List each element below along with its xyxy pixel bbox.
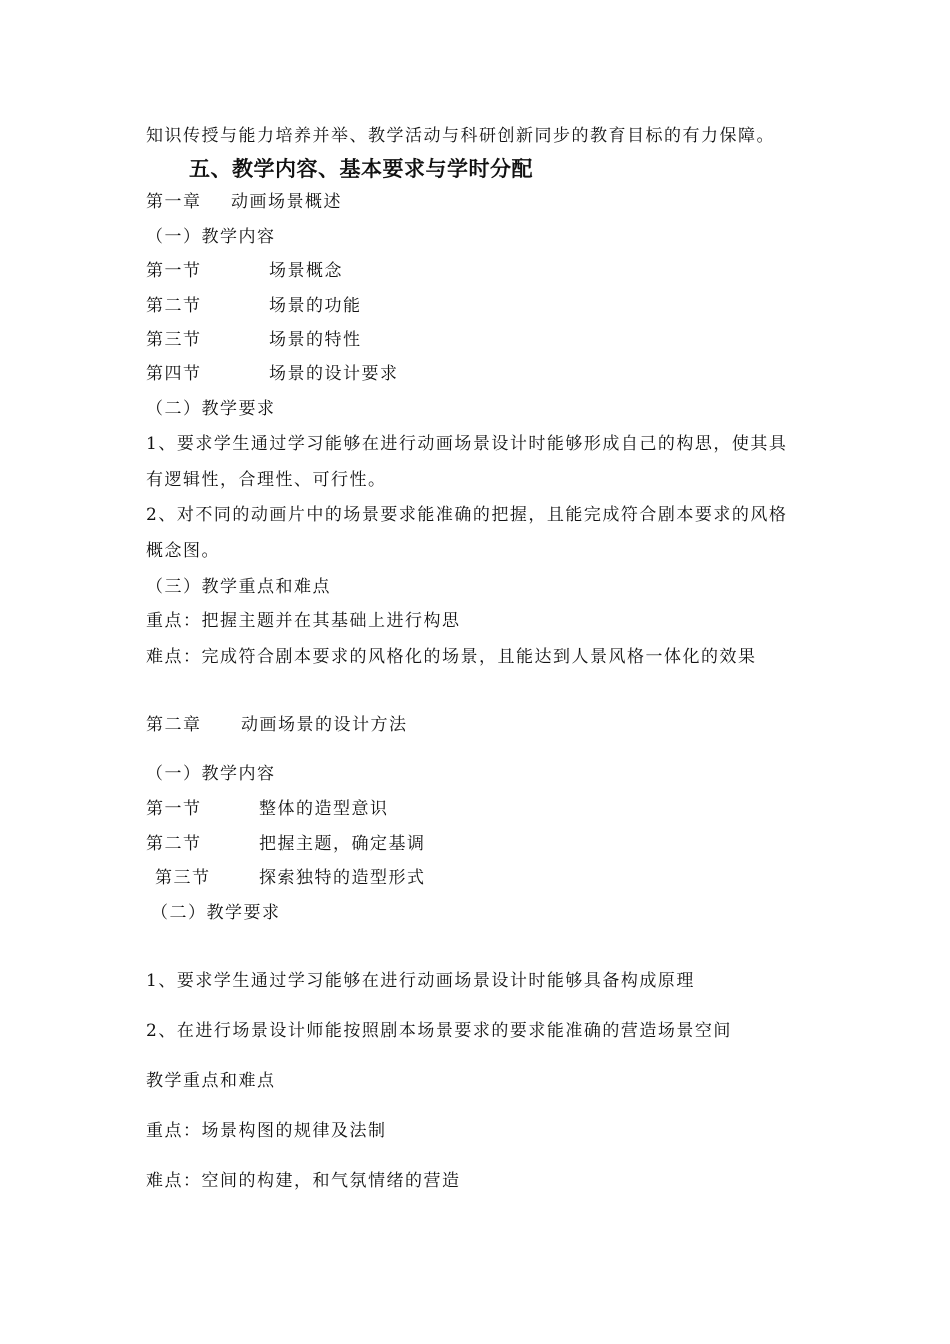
- chapter2-number: 第二章: [146, 715, 202, 735]
- chapter2-key-points-heading: 教学重点和难点: [146, 1071, 276, 1091]
- chapter2-section-number: 第一节: [146, 799, 202, 819]
- chapter1-key-point: 重点：把握主题并在其基础上进行构思: [146, 611, 461, 631]
- chapter1-requirement-2-line1: 2、对不同的动画片中的场景要求能准确的把握，且能完成符合剧本要求的风格: [146, 505, 788, 525]
- chapter2-section-number: 第三节: [155, 868, 211, 888]
- chapter1-section-number: 第四节: [146, 364, 202, 384]
- chapter1-requirements-heading: （二）教学要求: [146, 399, 276, 419]
- chapter1-content-heading: （一）教学内容: [146, 227, 276, 247]
- chapter2-difficult-point: 难点：空间的构建，和气氛情绪的营造: [146, 1171, 461, 1191]
- chapter2-title: 动画场景的设计方法: [241, 715, 408, 735]
- chapter2-requirement-2: 2、在进行场景设计师能按照剧本场景要求的要求能准确的营造场景空间: [146, 1021, 732, 1041]
- chapter1-requirement-2-line2: 概念图。: [146, 541, 220, 561]
- chapter1-number: 第一章: [146, 192, 202, 212]
- chapter2-content-heading: （一）教学内容: [146, 764, 276, 784]
- chapter1-requirement-1-line1: 1、要求学生通过学习能够在进行动画场景设计时能够形成自己的构思，使其具: [146, 434, 788, 454]
- chapter1-requirement-1-line2: 有逻辑性，合理性、可行性。: [146, 470, 387, 490]
- section-heading: 五、教学内容、基本要求与学时分配: [189, 157, 533, 181]
- chapter2-key-point: 重点：场景构图的规律及法制: [146, 1121, 387, 1141]
- chapter1-title: 动画场景概述: [231, 192, 342, 212]
- chapter1-section-title: 场景的特性: [269, 330, 362, 350]
- chapter1-key-points-heading: （三）教学重点和难点: [146, 577, 331, 597]
- chapter1-difficult-point: 难点：完成符合剧本要求的风格化的场景，且能达到人景风格一体化的效果: [146, 647, 757, 667]
- chapter1-section-title: 场景的设计要求: [269, 364, 399, 384]
- chapter1-section-number: 第三节: [146, 330, 202, 350]
- chapter1-section-title: 场景概念: [269, 261, 343, 281]
- chapter2-requirement-1: 1、要求学生通过学习能够在进行动画场景设计时能够具备构成原理: [146, 971, 695, 991]
- chapter2-section-title: 探索独特的造型形式: [259, 868, 426, 888]
- chapter1-section-number: 第二节: [146, 296, 202, 316]
- chapter2-requirements-heading: （二）教学要求: [151, 903, 281, 923]
- intro-text-line: 知识传授与能力培养并举、教学活动与科研创新同步的教育目标的有力保障。: [146, 126, 775, 146]
- chapter1-section-title: 场景的功能: [269, 296, 362, 316]
- chapter2-section-number: 第二节: [146, 834, 202, 854]
- chapter2-section-title: 整体的造型意识: [259, 799, 389, 819]
- chapter2-section-title: 把握主题，确定基调: [259, 834, 426, 854]
- chapter1-section-number: 第一节: [146, 261, 202, 281]
